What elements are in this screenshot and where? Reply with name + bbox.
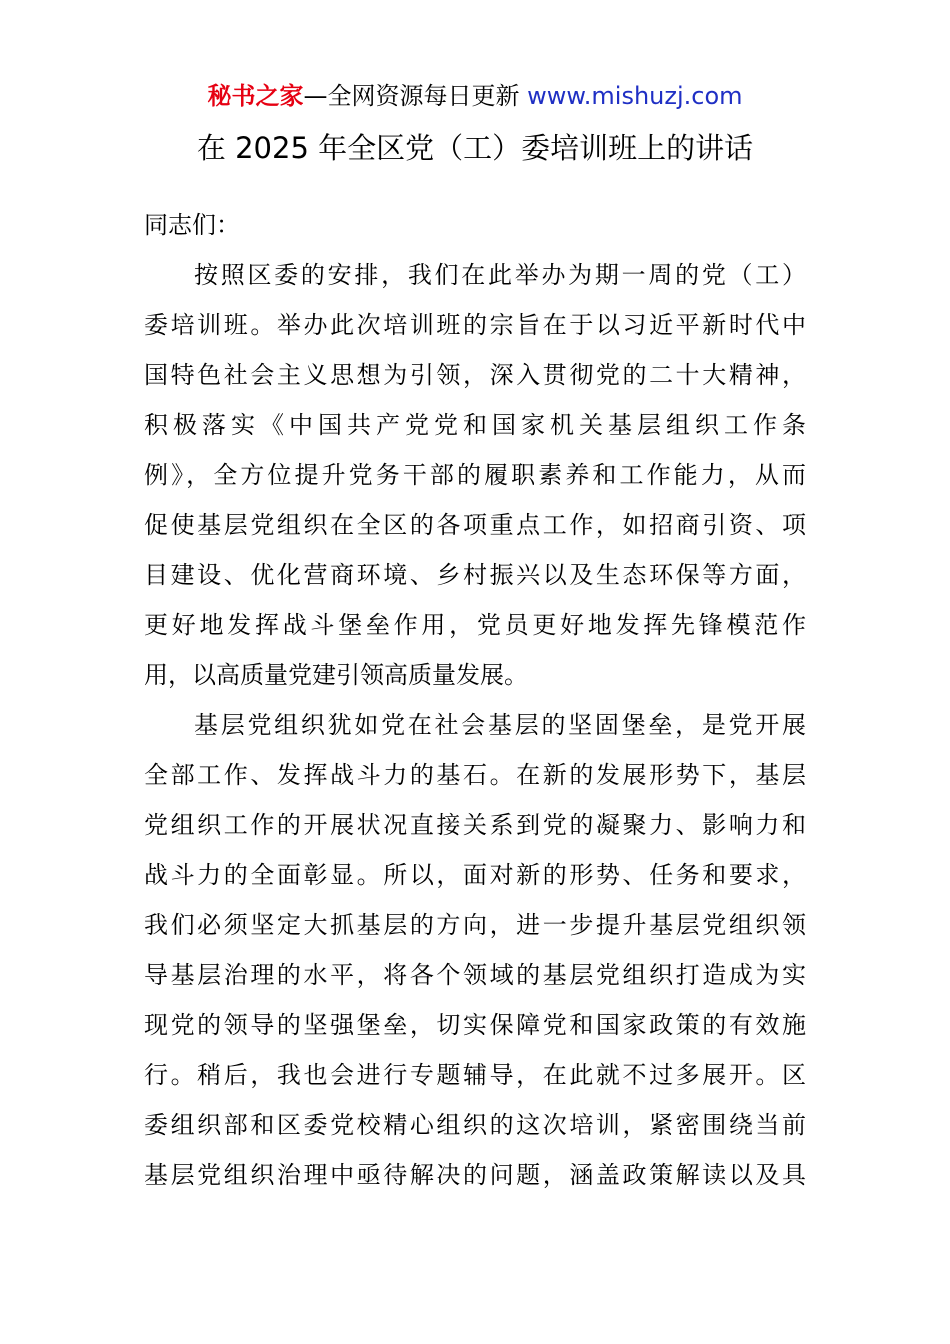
banner-tagline: —全网资源每日更新 (303, 82, 520, 110)
salutation-line: 同志们： (144, 211, 240, 239)
paragraph-1-line: 用，以高质量党建引领高质量发展。 (144, 661, 528, 689)
paragraph-2-line: 全部工作、发挥战斗力的基石。在新的发展形势下，基层 (144, 761, 806, 789)
paragraph-1-line: 国特色社会主义思想为引领，深入贯彻党的二十大精神， (144, 361, 806, 389)
paragraph-2-line: 现党的领导的坚强堡垒，切实保障党和国家政策的有效施 (144, 1011, 806, 1039)
paragraph-2-line: 我们必须坚定大抓基层的方向，进一步提升基层党组织领 (144, 911, 806, 939)
paragraph-2-line: 委组织部和区委党校精心组织的这次培训，紧密围绕当前 (144, 1111, 806, 1139)
paragraph-2-line: 行。稍后，我也会进行专题辅导，在此就不过多展开。区 (144, 1061, 806, 1089)
site-url-link[interactable]: www.mishuzj.com (527, 82, 743, 110)
paragraph-2-line: 基层党组织犹如党在社会基层的坚固堡垒，是党开展 (194, 711, 806, 739)
brand-name: 秘书之家 (207, 82, 304, 110)
paragraph-1-line: 积极落实《中国共产党党和国家机关基层组织工作条 (144, 411, 806, 439)
paragraph-1-line: 促使基层党组织在全区的各项重点工作，如招商引资、项 (144, 511, 806, 539)
paragraph-2-line: 党组织工作的开展状况直接关系到党的凝聚力、影响力和 (144, 811, 806, 839)
paragraph-2-line: 基层党组织治理中亟待解决的问题，涵盖政策解读以及具 (144, 1161, 806, 1189)
paragraph-1-line: 按照区委的安排，我们在此举办为期一周的党（工） (194, 261, 806, 289)
paragraph-1-line: 委培训班。举办此次培训班的宗旨在于以习近平新时代中 (144, 311, 806, 339)
paragraph-1-line: 例》，全方位提升党务干部的履职素养和工作能力，从而 (144, 461, 806, 489)
paragraph-1-line: 目建设、优化营商环境、乡村振兴以及生态环保等方面， (144, 561, 806, 589)
document-body (144, 200, 806, 1200)
paragraph-2-line: 战斗力的全面彰显。所以，面对新的形势、任务和要求， (144, 861, 806, 889)
paragraph-2-line: 导基层治理的水平，将各个领域的基层党组织打造成为实 (144, 961, 806, 989)
paragraph-1-line: 更好地发挥战斗堡垒作用，党员更好地发挥先锋模范作 (144, 611, 806, 639)
document-title: 在 2025 年全区党（工）委培训班上的讲话 (196, 131, 754, 165)
site-banner (0, 80, 950, 112)
